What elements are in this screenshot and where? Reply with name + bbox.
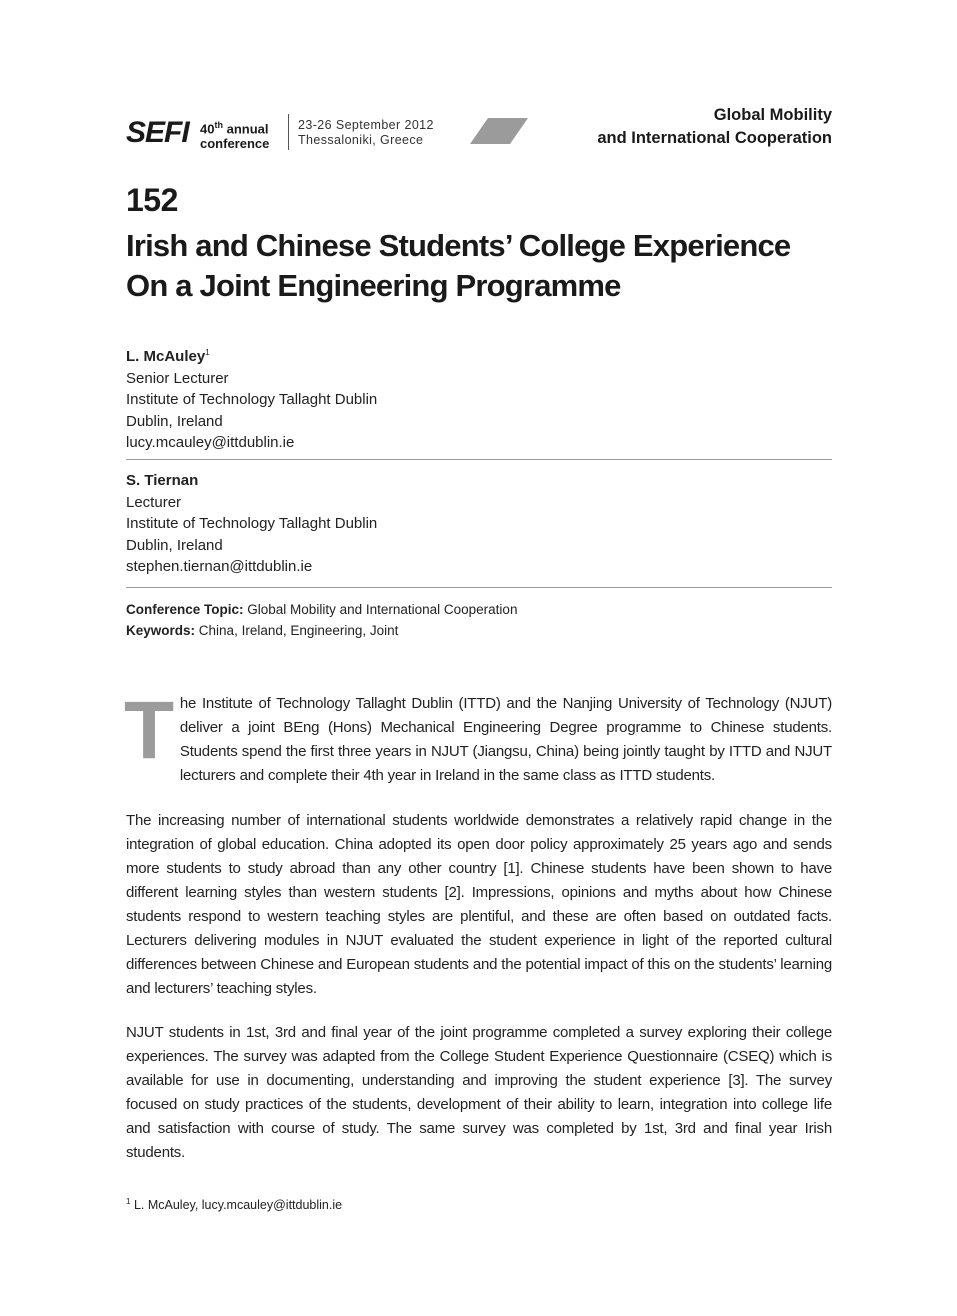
header-divider: [288, 114, 289, 150]
author-footnote-mark: 1: [205, 348, 210, 357]
author-name: [126, 342, 832, 368]
conference-annual: annual: [226, 121, 269, 137]
paper-title-line1: Irish and Chinese Students’ College Experience: [126, 228, 791, 263]
author-name: S. Tiernan: [126, 472, 199, 489]
author-divider: [126, 587, 832, 588]
footnote: [126, 1197, 342, 1212]
body-paragraph: [124, 685, 832, 788]
decorative-parallelogram-icon: [470, 118, 528, 144]
body-paragraph: NJUT students in 1st, 3rd and final year of the joint programme completed a survey exploring their college experiences. The survey was adapted from the College Student Experience Questionnaire (CSEQ) which is available for use in documenting, understanding and improving the student experience [3]. The survey focused on study practices of the students, development of their ability to learn, integration into college life and satisfaction with course of study. The same survey was completed by 1st, 3rd and final year Irish students.: [126, 1024, 832, 1161]
author-name-text: L. McAuley: [126, 348, 206, 365]
author-position: Lecturer: [126, 493, 182, 511]
conference-topic-label: Conference Topic:: [126, 602, 244, 617]
author-location: Dublin, Ireland: [126, 536, 223, 554]
keywords-value: China, Ireland, Engineering, Joint: [198, 623, 399, 638]
section-label-line1: Global Mobility: [713, 106, 832, 124]
conference-label: [200, 118, 269, 151]
conference-topic-value: Global Mobility and International Cooperation: [247, 602, 518, 617]
paper-title-line2: On a Joint Engineering Programme: [126, 268, 621, 303]
author-email[interactable]: stephen.tiernan@ittdublin.ie: [126, 558, 313, 575]
conference-word: conference: [200, 136, 270, 152]
body-paragraph: The increasing number of international students worldwide demonstrates a relatively rapid change in the integration of global education. China adopted its open door policy approximately 25 years ago and sends more students to study abroad than any other country [1]. Chinese students have been shown to have different learning styles than western students [2]. Impressions, opinions and myths about how Chinese students respond to western teaching styles are plentiful, and these are often based on outdated facts. Lecturers delivering modules in NJUT evaluated the student experience in light of the reported cultural differences between Chinese and European students and the potential impact of this on the students’ learning and lecturers’ teaching styles.: [126, 812, 832, 997]
section-label: [597, 104, 832, 150]
author-institution: Institute of Technology Tallaght Dublin: [126, 391, 378, 408]
author-block: [126, 470, 832, 578]
conference-dates: [298, 118, 434, 148]
paper-title: [126, 226, 846, 306]
footnote-text: L. McAuley, lucy.mcauley@ittdublin.ie: [133, 1198, 343, 1213]
body-paragraph-text: he Institute of Technology Tallaght Dublin (ITTD) and the Nanjing University of Technology (NJUT) deliver a joint BEng (Hons) Mechanical Engineering Degree programme to Chinese students. Students spend the first three years in NJUT (Jiangsu, China) being jointly taught by ITTD and NJUT lecturers and complete their 4th year in Ireland in the same class as ITTD students.: [179, 695, 832, 784]
footnote-mark: 1: [126, 1197, 131, 1206]
conference-ordinal-suffix: th: [214, 120, 223, 130]
author-email[interactable]: lucy.mcauley@ittdublin.ie: [126, 434, 295, 451]
page-header: [126, 104, 832, 152]
conference-date-range: 23-26 September 2012: [298, 118, 434, 132]
keywords-label: Keywords:: [126, 623, 196, 638]
paper-number: 152: [126, 182, 178, 218]
sefi-logo: SEFI: [126, 116, 189, 149]
conference-topic: [126, 599, 832, 620]
author-block: [126, 342, 832, 454]
author-position: Senior Lecturer: [126, 369, 229, 387]
keywords: [126, 620, 832, 641]
author-institution: Institute of Technology Tallaght Dublin: [126, 515, 378, 532]
section-label-line2: and International Cooperation: [597, 129, 832, 147]
conference-ordinal: 40: [200, 121, 215, 137]
author-divider: [126, 459, 832, 460]
conference-location: Thessaloniki, Greece: [298, 133, 424, 147]
author-location: Dublin, Ireland: [126, 412, 223, 430]
drop-cap: T: [124, 685, 174, 776]
